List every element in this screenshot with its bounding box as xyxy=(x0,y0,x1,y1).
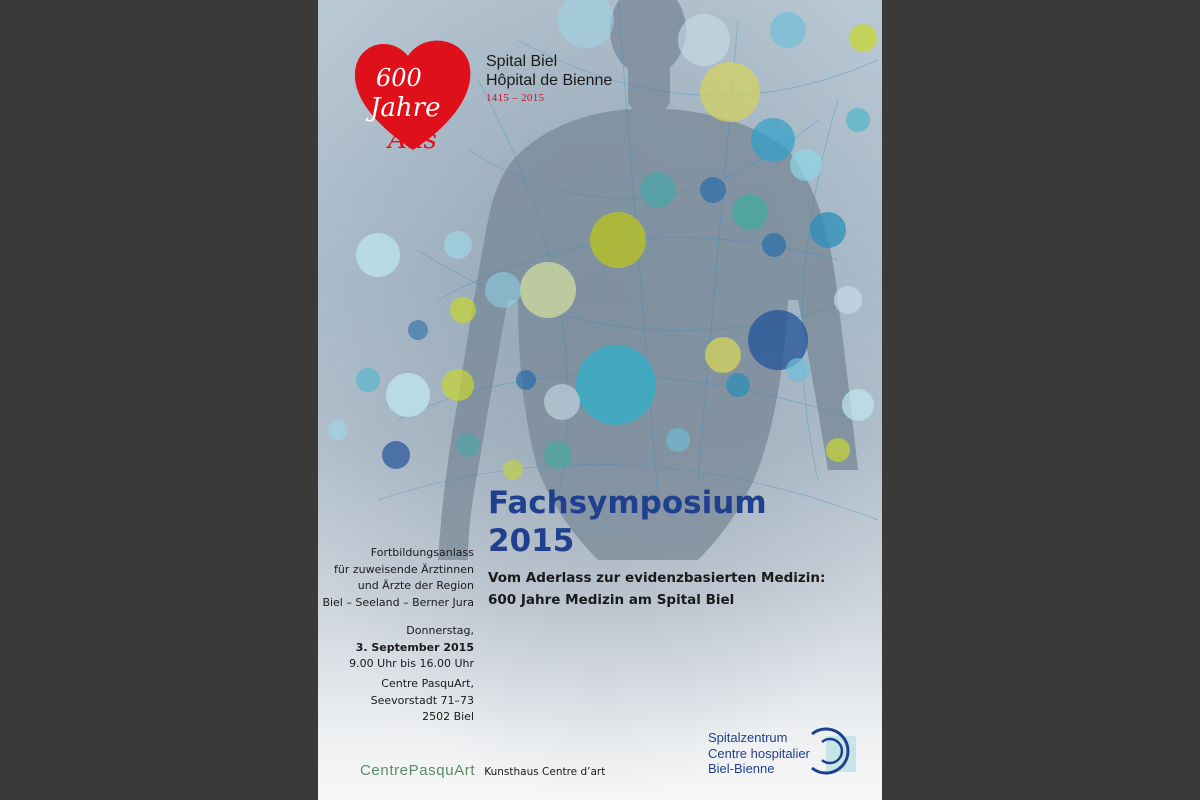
hospital-name-de: Spital Biel xyxy=(486,53,558,70)
logo-ans-text: Ans xyxy=(388,125,437,155)
hospital-name-block xyxy=(486,52,612,104)
event-datetime xyxy=(318,623,474,673)
event-title-line2: 2015 xyxy=(488,523,575,559)
spitalzentrum-line3: Biel-Bienne xyxy=(708,761,775,776)
event-venue xyxy=(318,676,474,726)
purpose-line: Fortbildungsanlass xyxy=(370,546,474,559)
venue-line: Centre PasquArt, xyxy=(381,677,474,690)
purpose-line: für zuweisende Ärztinnen xyxy=(333,562,474,576)
event-date: 3. September 2015 xyxy=(355,640,474,654)
spitalzentrum-logo-icon xyxy=(808,726,860,776)
spitalzentrum-text xyxy=(708,730,810,777)
venue-line: 2502 Biel xyxy=(422,710,474,723)
spitalzentrum-line1: Spitalzentrum xyxy=(708,730,788,745)
600-jahre-heart-logo xyxy=(348,30,478,160)
purpose-line: und Ärzte der Region xyxy=(357,579,474,592)
centre-pasquart-logo xyxy=(360,760,605,779)
event-day: Donnerstag, xyxy=(406,624,474,637)
pasquart-name: CentrePasquArt xyxy=(360,762,476,779)
event-time: 9.00 Uhr bis 16.00 Uhr xyxy=(349,657,474,670)
spitalzentrum-line2: Centre hospitalier xyxy=(708,745,810,761)
event-title xyxy=(488,484,767,560)
event-title-line1: Fachsymposium xyxy=(488,485,767,521)
pasquart-subtitle: Kunsthaus Centre d’art xyxy=(484,766,606,778)
logo-jahre-text: Jahre xyxy=(370,93,441,123)
logo-600-text: 600 xyxy=(376,64,422,92)
event-subtitle-line1: Vom Aderlass zur evidenzbasierten Medizin: xyxy=(488,570,826,586)
event-subtitle xyxy=(488,567,825,611)
symposium-poster xyxy=(318,0,882,800)
venue-line: Seevorstadt 71–73 xyxy=(370,693,474,707)
hospital-years: 1415 – 2015 xyxy=(486,92,545,104)
hospital-name-fr: Hôpital de Bienne xyxy=(486,72,613,89)
purpose-line: Biel – Seeland – Berner Jura xyxy=(322,595,474,609)
event-subtitle-line2: 600 Jahre Medizin am Spital Biel xyxy=(488,592,735,608)
event-purpose xyxy=(318,545,474,611)
